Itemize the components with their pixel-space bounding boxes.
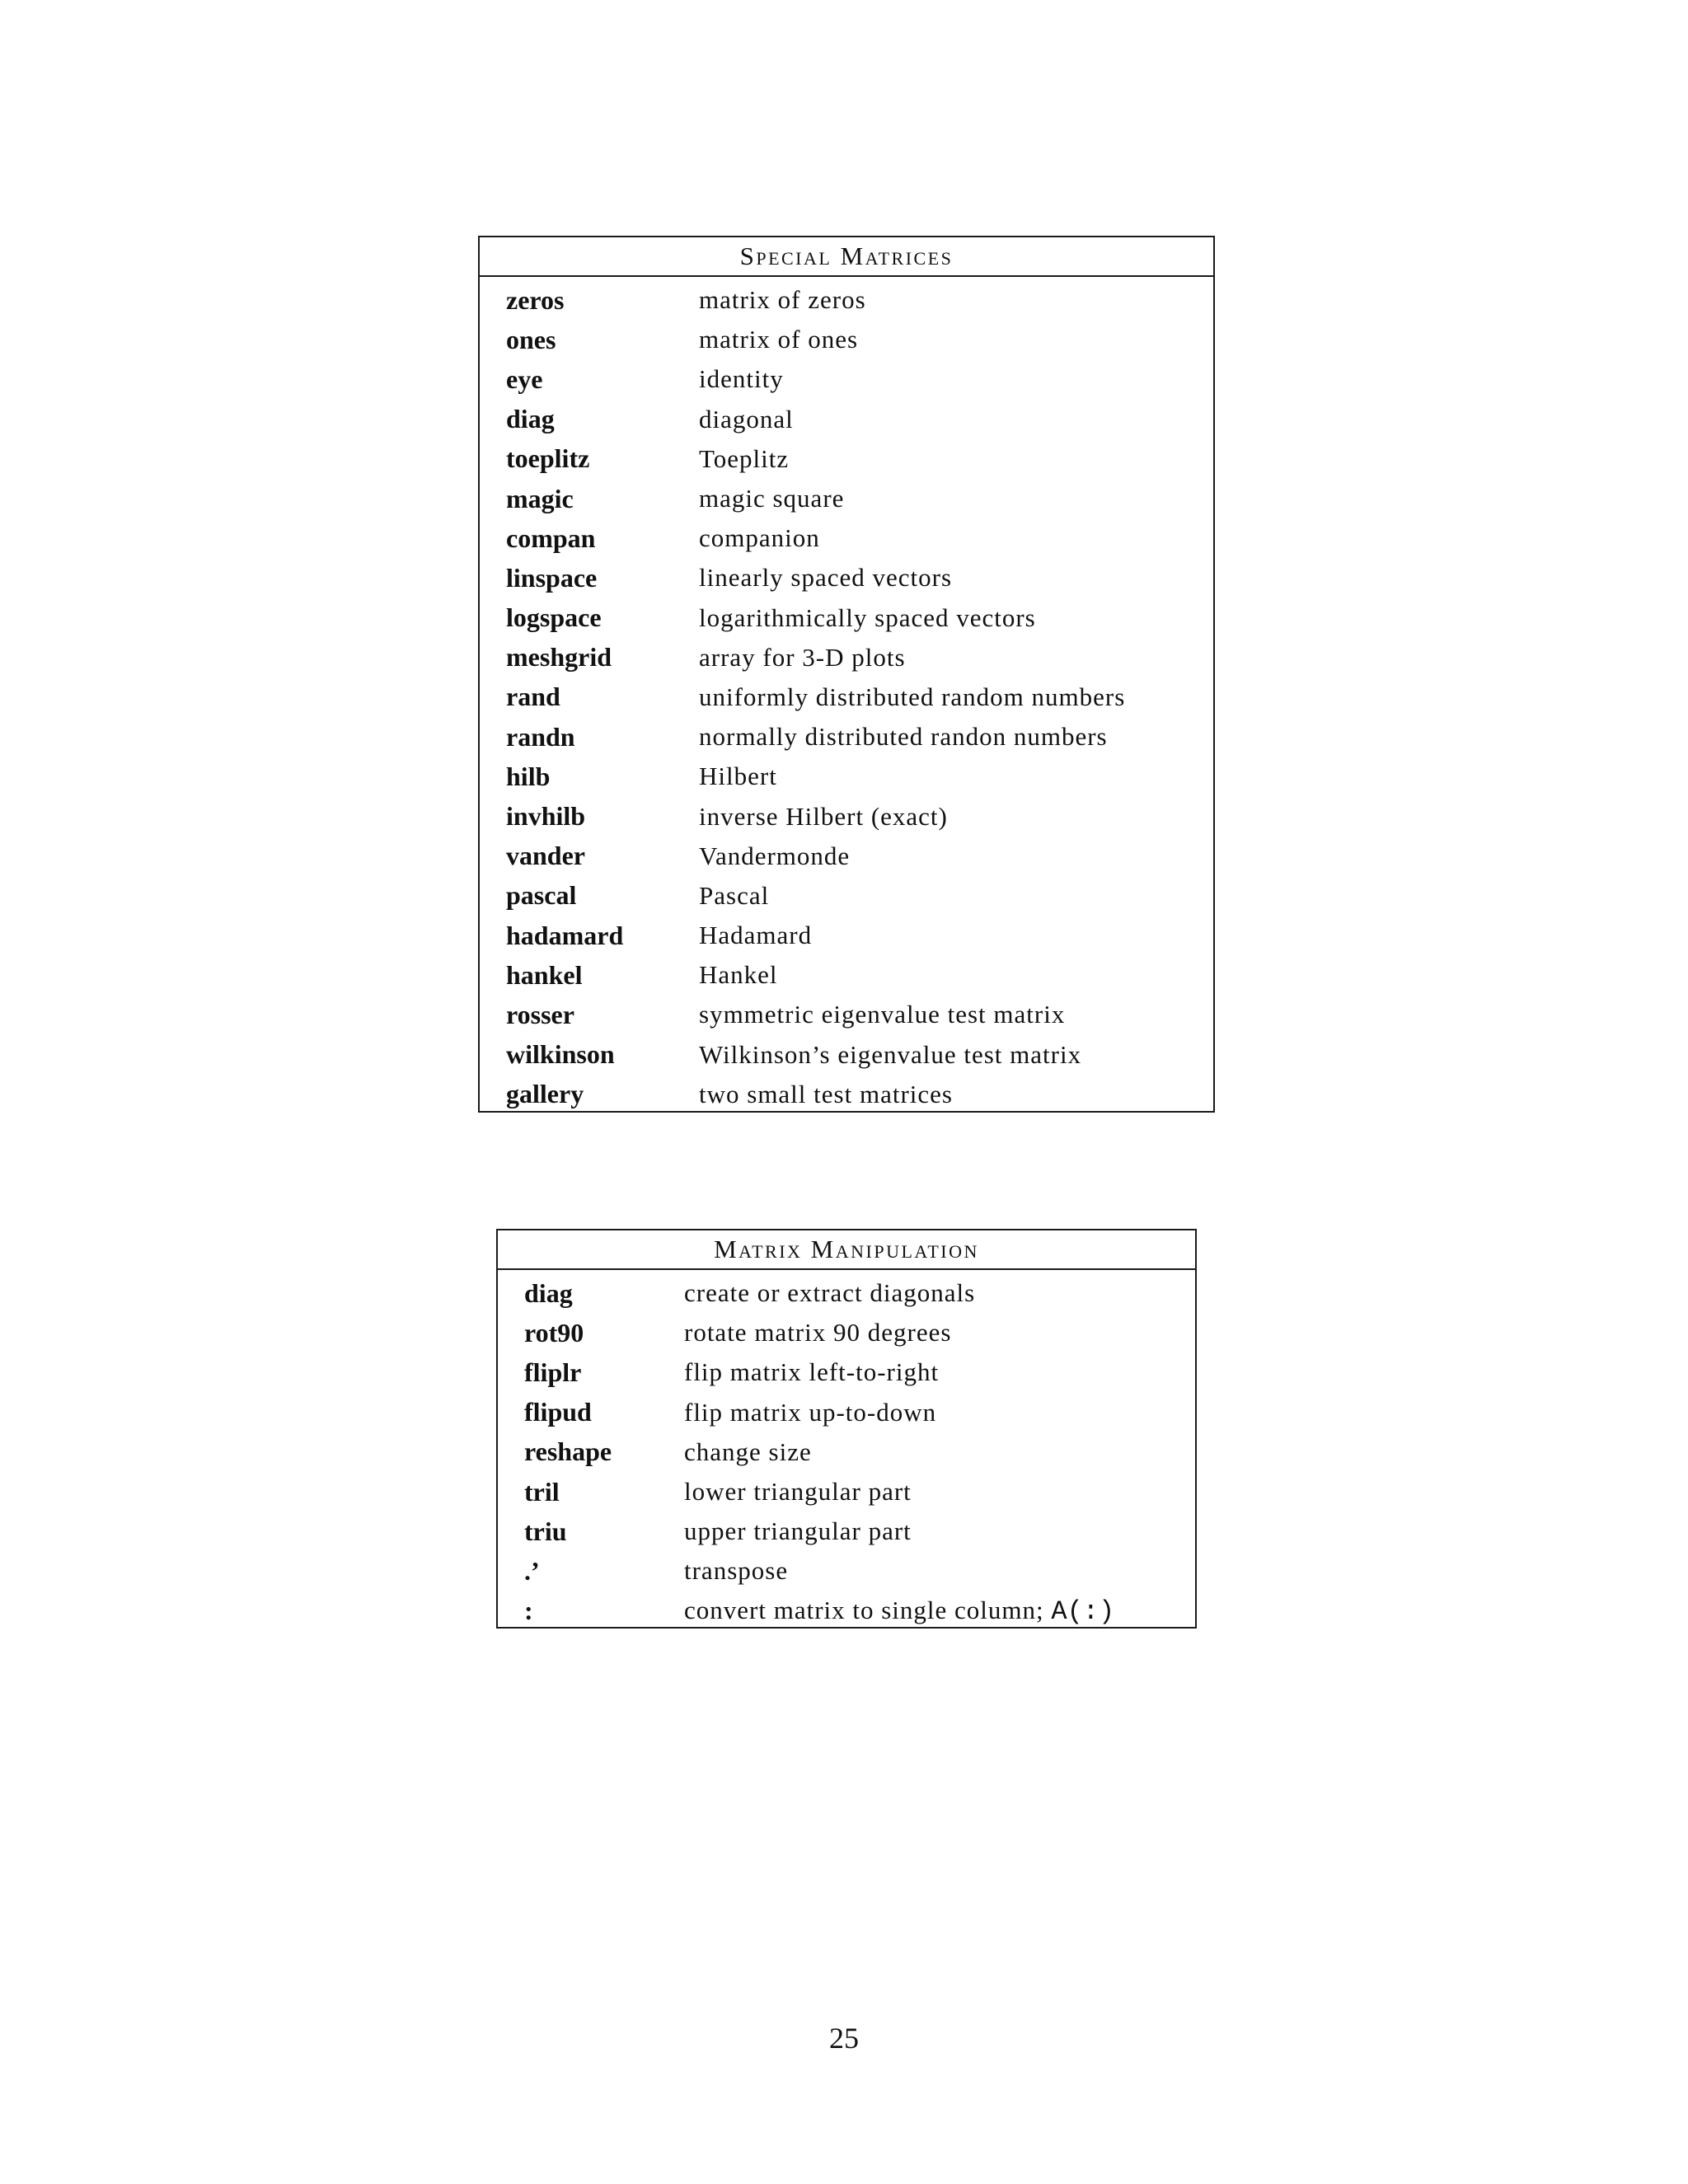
command-description (699, 1040, 1081, 1070)
table-row (480, 757, 1213, 796)
command-name: magic (506, 483, 574, 513)
table-row (498, 1393, 1195, 1432)
description-text: array for 3-D plots (699, 642, 906, 672)
description-text: Pascal (699, 880, 770, 910)
command-name: hankel (506, 959, 583, 990)
table-row (480, 876, 1213, 916)
command-name: logspace (506, 602, 602, 633)
command-description (699, 1080, 953, 1109)
command-name: gallery (506, 1079, 584, 1109)
command-name: rand (506, 682, 560, 712)
description-text: Wilkinson’s eigenvalue test matrix (699, 1039, 1082, 1069)
table-body (498, 1270, 1195, 1631)
special-matrices-table (478, 236, 1215, 1113)
command-name: wilkinson (506, 1039, 615, 1070)
command-description (684, 1318, 951, 1347)
table-row (498, 1432, 1195, 1472)
matrix-manipulation-table (496, 1229, 1197, 1629)
description-text: rotate matrix 90 degrees (684, 1318, 952, 1347)
description-text: identity (699, 364, 784, 394)
description-text: Hankel (699, 960, 778, 990)
command-description (684, 1596, 1114, 1627)
table-row (480, 439, 1213, 479)
command-description (699, 921, 812, 950)
table-row (498, 1352, 1195, 1392)
command-description (699, 603, 1036, 633)
command-description (699, 841, 850, 871)
description-text: flip matrix up-to-down (684, 1397, 937, 1427)
description-text: flip matrix left-to-right (684, 1357, 940, 1387)
table-row (480, 280, 1213, 320)
command-name: diag (506, 404, 555, 434)
description-text: Toeplitz (699, 443, 790, 473)
command-name: zeros (506, 284, 565, 315)
command-description (684, 1516, 912, 1546)
command-description (699, 325, 858, 354)
description-text: Vandermonde (699, 841, 851, 870)
command-description (684, 1278, 975, 1308)
table-row (498, 1273, 1195, 1313)
command-description (699, 563, 952, 593)
table-row (480, 916, 1213, 955)
table-title: Special Matrices (480, 237, 1213, 277)
table-row (480, 837, 1213, 876)
table-title: Matrix Manipulation (498, 1230, 1195, 1270)
command-description (699, 762, 777, 791)
table-row (480, 677, 1213, 717)
table-row (480, 558, 1213, 598)
command-name: hilb (506, 761, 551, 791)
command-name: : (524, 1596, 533, 1626)
command-name: invhilb (506, 801, 586, 832)
table-row (480, 598, 1213, 638)
description-text: two small test matrices (699, 1079, 953, 1108)
description-text: companion (699, 523, 820, 553)
table-row (480, 796, 1213, 836)
command-name: toeplitz (506, 443, 590, 474)
table-row (480, 955, 1213, 995)
description-text: upper triangular part (684, 1516, 912, 1546)
description-text: lower triangular part (684, 1477, 912, 1507)
table-row (498, 1551, 1195, 1591)
command-name: fliplr (524, 1357, 582, 1387)
description-text: convert matrix to single column; (684, 1595, 1044, 1624)
command-description (699, 523, 820, 553)
command-name: hadamard (506, 920, 624, 950)
table-row (498, 1313, 1195, 1352)
description-text: create or extract diagonals (684, 1278, 976, 1308)
command-description (699, 881, 769, 911)
command-name: rot90 (524, 1317, 584, 1347)
table-row (480, 1075, 1213, 1114)
description-text: Hilbert (699, 762, 777, 791)
description-text: linearly spaced vectors (699, 563, 953, 593)
command-description (684, 1398, 936, 1427)
table-row (480, 479, 1213, 518)
command-name: compan (506, 523, 596, 553)
command-description (699, 960, 778, 990)
table-row (480, 717, 1213, 757)
command-description (699, 444, 789, 474)
command-name: randn (506, 721, 575, 752)
command-name: reshape (524, 1436, 612, 1467)
description-text: transpose (684, 1556, 789, 1586)
command-name: triu (524, 1516, 567, 1546)
table-row (498, 1511, 1195, 1551)
table-row (480, 359, 1213, 399)
description-text: diagonal (699, 404, 794, 434)
command-name: vander (506, 841, 585, 871)
command-description (699, 643, 906, 673)
command-description (699, 1000, 1065, 1029)
description-text: matrix of zeros (699, 285, 866, 315)
description-text: uniformly distributed random numbers (699, 682, 1126, 711)
description-text: Hadamard (699, 921, 813, 950)
table-row (480, 638, 1213, 677)
command-description (699, 285, 866, 315)
command-description (684, 1556, 788, 1586)
command-description (699, 484, 844, 513)
description-text: magic square (699, 484, 845, 513)
command-name: .’ (524, 1555, 540, 1586)
command-description (699, 802, 948, 832)
page-number: 25 (829, 2022, 859, 2055)
command-description (684, 1357, 939, 1387)
table-row (498, 1591, 1195, 1631)
command-name: meshgrid (506, 642, 612, 673)
description-text: logarithmically spaced vectors (699, 602, 1036, 632)
command-name: linspace (506, 562, 598, 593)
table-row (480, 518, 1213, 558)
command-name: ones (506, 324, 556, 354)
description-text: change size (684, 1436, 812, 1466)
table-row (498, 1472, 1195, 1511)
command-name: rosser (506, 999, 574, 1029)
command-description (699, 682, 1125, 712)
description-text: symmetric eigenvalue test matrix (699, 1000, 1066, 1029)
command-name: pascal (506, 880, 577, 911)
command-name: diag (524, 1277, 573, 1308)
description-text: inverse Hilbert (exact) (699, 801, 948, 831)
command-description (699, 364, 784, 394)
table-body (480, 277, 1213, 1114)
code-example: A(:) (1051, 1596, 1115, 1627)
command-name: eye (506, 363, 543, 394)
command-description (684, 1437, 812, 1467)
table-row (480, 400, 1213, 439)
command-description (699, 722, 1108, 752)
command-description (699, 405, 794, 434)
description-text: matrix of ones (699, 325, 859, 354)
table-row (480, 995, 1213, 1034)
table-row (480, 1035, 1213, 1075)
command-name: flipud (524, 1397, 592, 1427)
command-name: tril (524, 1476, 560, 1507)
table-row (480, 320, 1213, 359)
command-description (684, 1477, 912, 1507)
description-text: normally distributed randon numbers (699, 722, 1108, 752)
